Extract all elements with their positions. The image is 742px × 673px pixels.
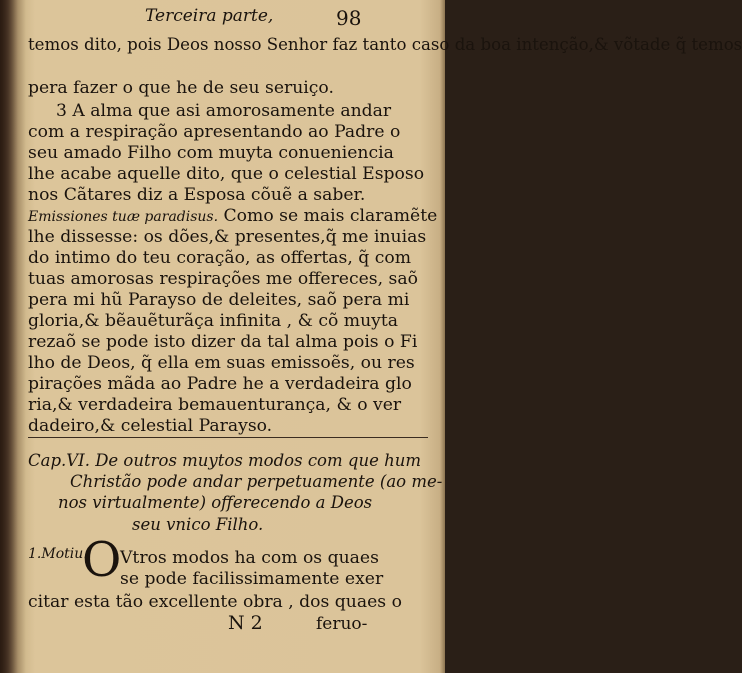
margin-note: 1.Motiu. xyxy=(28,546,88,562)
text-line: pera fazer o que he de seu seruiço. xyxy=(28,78,334,98)
chapter-heading-line: Cap.VI. De outros muytos modos com que hum xyxy=(28,451,421,470)
text-line: temos dito, pois Deos nosso Senhor faz tanto caso da boa intenção,& võtade q̃ temos xyxy=(28,35,742,54)
gutter-shadow xyxy=(0,0,26,673)
text-line: gloria,& bẽauẽturãça infinita , & cõ muyta xyxy=(28,311,399,331)
text-line: se pode facilissimamente exer xyxy=(120,569,384,589)
text-line: lhe dissesse: os dões,& presentes,q̃ me inuias xyxy=(28,227,427,247)
text-span: nos Cãtares diz a Esposa cõuẽ a saber. xyxy=(28,185,366,205)
latin-quote: Emissiones tuæ paradisus. xyxy=(28,209,219,225)
text-line: do intimo do teu coração, as offertas, q̃ com xyxy=(28,248,412,268)
text-line: dadeiro,& celestial Parayso. xyxy=(28,416,273,436)
text-span: Como se mais claramẽte xyxy=(223,206,438,226)
text-line: com a respiração apresentando ao Padre o xyxy=(28,122,401,142)
text-line: rezaõ se pode isto dizer da tal alma pois o Fi xyxy=(28,332,418,352)
divider xyxy=(28,437,428,438)
chapter-heading-line: nos virtualmente) offerecendo a Deos xyxy=(58,493,373,512)
running-title: Terceira parte, xyxy=(145,6,274,26)
text-line: pirações mãda ao Padre he a verdadeira glo xyxy=(28,374,412,394)
chapter-heading-line: seu vnico Filho. xyxy=(132,515,264,534)
text-line: lhe acabe aquelle dito, que o celestial Esposo xyxy=(28,164,425,184)
text-line: ria,& verdadeira bemauenturança, & o ver xyxy=(28,395,402,415)
text-line xyxy=(28,185,437,206)
chapter-heading-line: Christão pode andar perpetuamente (ao me- xyxy=(70,472,443,491)
text-line: pera mi hũ Parayso de deleites, saõ pera mi xyxy=(28,290,410,310)
text-line: citar esta tão excellente obra , dos quaes o xyxy=(28,592,402,612)
text-line: 3 A alma que asi amorosamente andar xyxy=(56,101,392,121)
drop-cap: O xyxy=(82,532,122,588)
signature-mark: N 2 xyxy=(228,612,263,634)
text-line: Vtros modos ha com os quaes xyxy=(120,548,379,568)
catchword: feruo- xyxy=(316,614,368,634)
text-line xyxy=(28,206,437,228)
page-number: 98 xyxy=(336,6,362,30)
text-line: lho de Deos, q̃ ella em suas emissoẽs, ou res xyxy=(28,353,415,373)
text-line: tuas amorosas respirações me offereces, saõ xyxy=(28,269,418,289)
text-line: seu amado Filho com muyta conueniencia xyxy=(28,143,394,163)
